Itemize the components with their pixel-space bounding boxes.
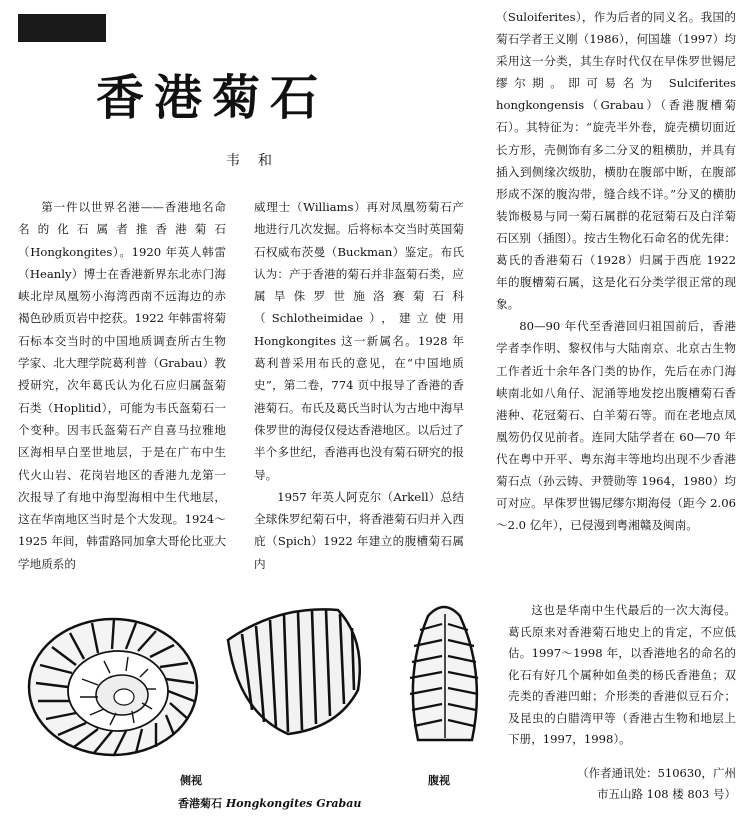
paragraph: （Suloiferites），作为后者的同义名。我国的菊石学者王义刚（1986），何国雄（1997）均采用这一分类，其生存时代仅在早侏罗世锡尼缪尔期。即可易名为 Sulciferites hongkongensis（Grabau）（香港腹槽菊石）。其特征为：“旋壳半外卷，旋壳横切面近长方形，壳侧饰有多二分叉的粗横肋，并具有插入到侧缘次级肋，横肋在腹部中断，在腹部形成不深的腹沟带，缝合线不详。”分叉的横肋装饰极易与同一菊石属群的花冠菊石及白洋菊石区别（插图）。按古生物化石命名的优先律：葛氏的香港菊石（1928）归属于西庇 1922 年的腹槽菊石属，这是化石分类学很正常的现象。	[496, 10, 736, 312]
column-3	[496, 6, 736, 536]
paragraph: 80—90 年代至香港回归祖国前后，香港学者李作明、黎权伟与大陆南京、北京古生物工作者近十余年各门类的协作，先后在赤门海峡南北如八角仔、泥涌等地发挖出腹槽菊石香港种、花冠菊石、白羊菊石等。而在老地点凤凰笏仍仅见前者。连同大陆学者在 60—70 年代在粤中开平、粤东海丰等地均出现不少香港菊石点（孙云铸、尹赞勋等 1964，1980）均可对应。早侏罗世锡尼缪尔期海侵（距今 2.06～2.0 亿年），已侵漫到粤湘赣及闽南。	[496, 319, 736, 533]
figure-caption	[178, 795, 361, 811]
address-line: 市五山路 108 楼 803 号）	[596, 787, 736, 801]
author-name: 韦和	[226, 153, 290, 169]
column-2	[254, 196, 464, 575]
ammonite-side-view-illustration	[18, 605, 203, 765]
figure-caption-cn: 香港菊石	[178, 797, 222, 810]
author-address-note	[496, 763, 736, 805]
paragraph: 这也是华南中生代最后的一次大海侵。葛氏原来对香港菊石地史上的肯定，不应低估。1997～1998 年，以香港地名的命名的化石有好几个属种如鱼类的杨氏香港鱼；双壳类的香港凹蚶；介形类的香港似豆石介；及昆虫的白腊湾甲等（香港古生物和地层上下册，1997，1998）。	[508, 603, 736, 746]
ammonite-fragment-illustration	[218, 600, 368, 740]
paragraph: 第一件以世界名港——香港地名命名的化石属者推香港菊石（Hongkongites）。1920 年英人韩雷（Heanly）博士在香港新界东北赤门海峡北岸凤凰笏小海湾西南不远海边的赤褐色砂质页岩中挖获。1922 年韩雷将菊石标本交当时的中国地质调查所古生物学家、北大理学院葛利普（Grabau）教授研究，次年葛氏认为化石应归属盔菊石类（Hoplitid），可能为韦氏盔菊石一个变种。因韦氏盔菊石产自喜马拉雅地区海相早白垩世地层，于是在广布中生代火山岩、花岗岩地区的香港九龙第一次报导了有地中海型海相中生代地层，这在华南地区当时是个大发现。1924～1925 年间，韩雷路同加拿大哥伦比亚大学地质系的	[18, 200, 226, 571]
paragraph: 1957 年英人阿克尔（Arkell）总结全球侏罗纪菊石中，将香港菊石归并入西庇（Spich）1922 年建立的腹槽菊石属内	[254, 489, 464, 571]
figure-caption-latin: Hongkongites Grabau	[225, 797, 362, 810]
column-1	[18, 196, 226, 575]
paragraph: 威理士（Williams）再对凤凰笏菊石产地进行几次发掘。后将标本交当时英国菊石权威布茨曼（Buckman）鉴定。布氏认为：产于香港的菊石并非盔菊石类，应属旱侏罗世施洛赛菊石科（Schlotheimidae），建立使用 Hongkongites 这一新属名。1928 年葛利普采用布氏的意见，在“中国地质史”，第二卷，774 页中报导了香港的香港菊石。布氏及葛氏当时认为古地中海早侏罗世的海侵仅侵达香港地区。以后过了半个多世纪，香港再也没有菊石研究的报导。	[254, 200, 464, 482]
article-title: 香港菊石	[96, 70, 329, 126]
figure-label-ventral: 腹视	[428, 774, 450, 787]
figure-label-side: 侧视	[180, 774, 202, 787]
section-tag-block	[18, 14, 106, 42]
address-line: （作者通讯处：510630，广州	[577, 766, 736, 780]
ammonite-ventral-view-illustration	[398, 598, 490, 748]
column-3-lower	[508, 600, 736, 751]
